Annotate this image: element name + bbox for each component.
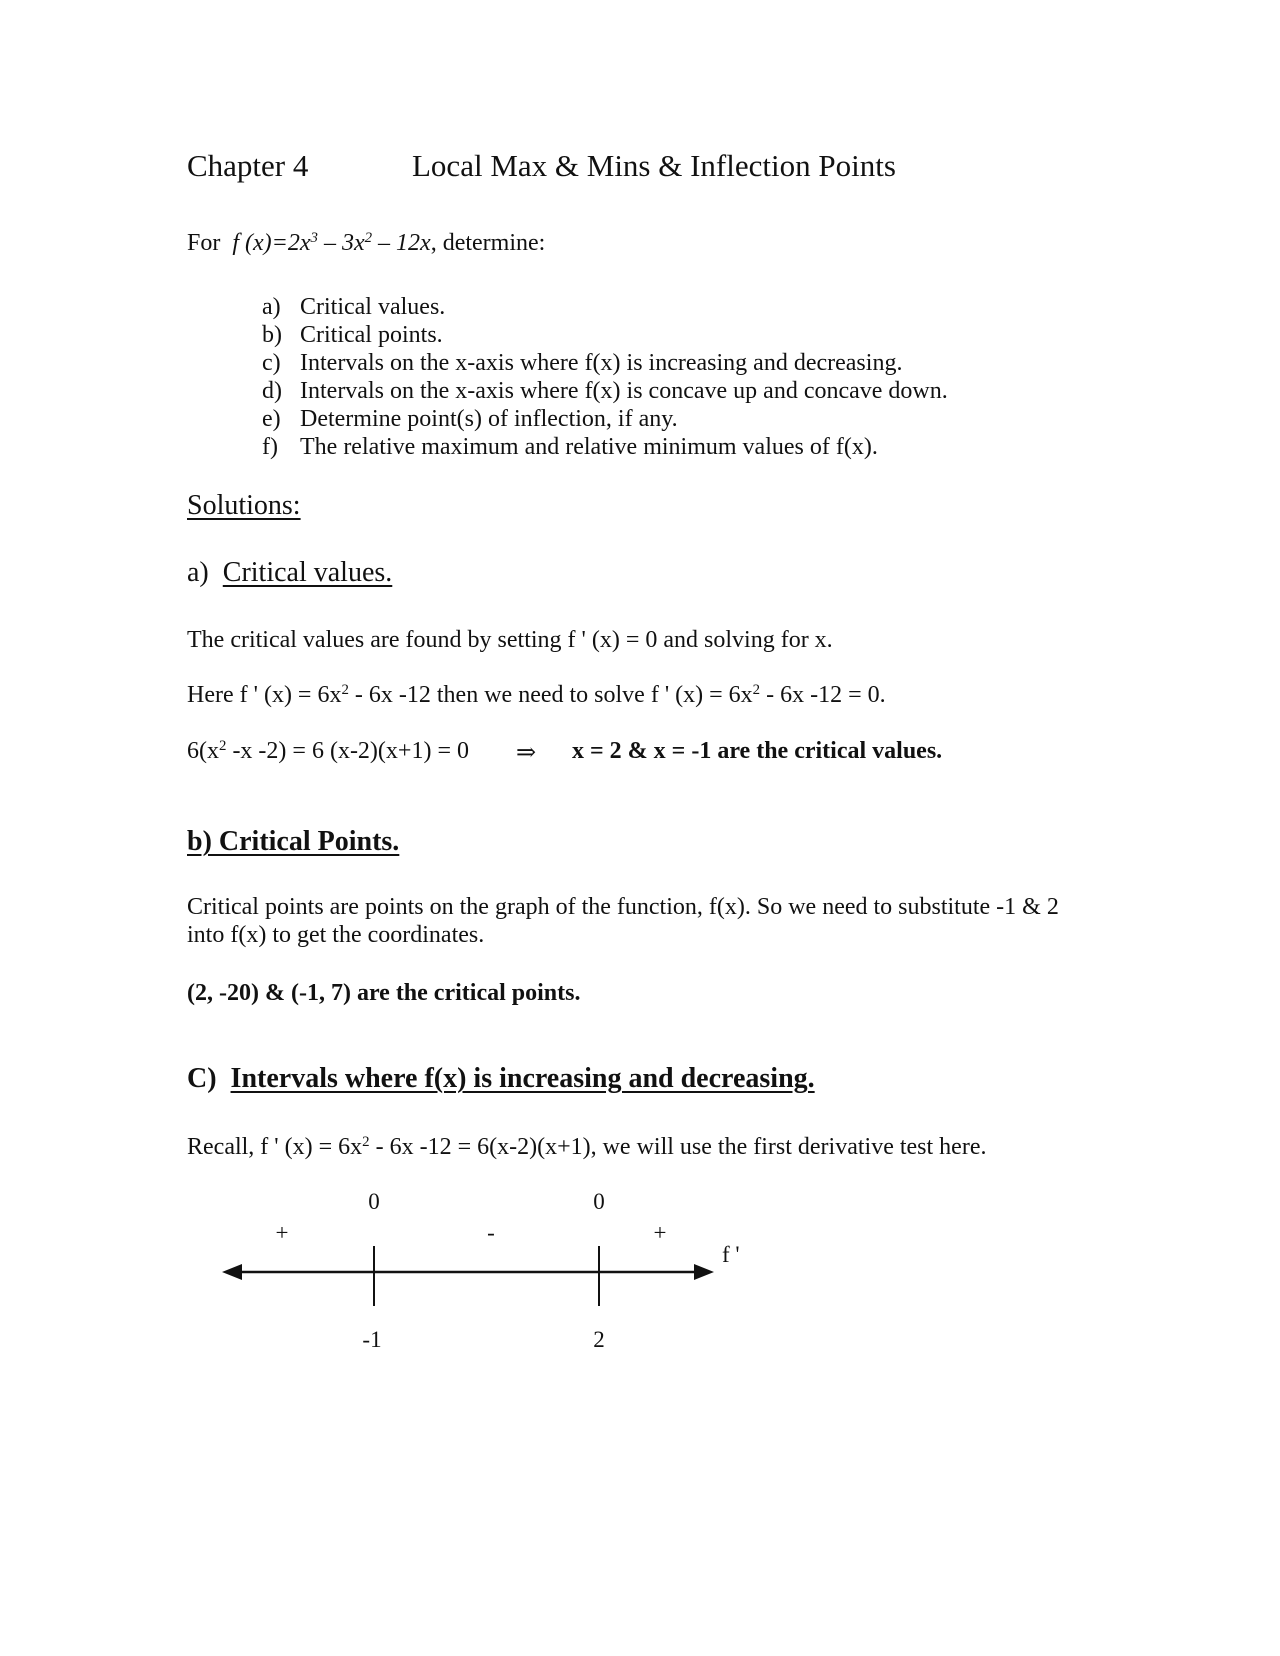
list-item: a) Critical values. xyxy=(262,294,446,320)
derivative-line: Here f ' $(x) = 6x^2 - 6x$ -12 then we need to solve f ' $(x) = 6x^2 - 6x$ -12 = 0. xyxy=(187,681,886,708)
zero-label-right: 0 xyxy=(593,1189,605,1214)
sign-left: + xyxy=(275,1220,289,1245)
determine-label: , determine: xyxy=(430,230,546,256)
list-item: f) The relative maximum and relative minimum values of f(x). xyxy=(262,434,878,460)
critical-points-explanation-2: into f(x) to get the coordinates. xyxy=(187,922,485,948)
section-a-heading: a) Critical values. xyxy=(187,557,393,588)
critical-values-explanation: The critical values are found by setting f ' (x) = 0 and solving for x. xyxy=(187,627,833,653)
right-arrowhead xyxy=(694,1264,714,1280)
solutions-heading: Solutions: xyxy=(187,490,301,521)
list-item: e) Determine point(s) of inflection, if any. xyxy=(262,406,678,432)
implies-arrow: ⇒ xyxy=(516,740,537,766)
function-definition: f $(x)=2x^3 - 3x^2 - 12x$ xyxy=(232,229,431,256)
chapter-label: Chapter 4 xyxy=(187,148,309,183)
list-item: b) Critical points. xyxy=(262,322,443,348)
tick-label-right: 2 xyxy=(593,1327,605,1352)
sign-right: + xyxy=(653,1220,667,1245)
for-label: For xyxy=(187,230,221,256)
critical-points-explanation-1: Critical points are points on the graph of the function, f(x). So we need to substitute -1 & 2 xyxy=(187,894,1059,920)
list-item: d) Intervals on the x-axis where f(x) is concave up and concave down. xyxy=(262,378,948,404)
critical-values-result: x = 2 & x = -1 are the critical values. xyxy=(572,738,943,764)
zero-label-left: 0 xyxy=(368,1189,380,1214)
page-title: Local Max & Mins & Inflection Points xyxy=(412,148,896,183)
section-b-heading: b) Critical Points. xyxy=(187,826,400,857)
first-derivative-recall: Recall, f ' $(x) = 6x^2 - 6x$ -12 = 6(x-2)(x+1), we will use the first derivative test here. xyxy=(187,1133,987,1160)
function-label: f ' xyxy=(722,1242,740,1267)
left-arrowhead xyxy=(222,1264,242,1280)
section-c-heading: C) Intervals where f(x) is increasing and decreasing. xyxy=(187,1063,815,1094)
tick-label-left: -1 xyxy=(362,1327,382,1352)
sign-middle: - xyxy=(487,1220,495,1245)
factoring-line: $6(x^2$ -x -2) = 6 (x-2)(x+1) = 0 xyxy=(187,737,469,764)
list-item: c) Intervals on the x-axis where f(x) is increasing and decreasing. xyxy=(262,350,903,376)
critical-points-result: (2, -20) & (-1, 7) are the critical points. xyxy=(187,980,581,1006)
